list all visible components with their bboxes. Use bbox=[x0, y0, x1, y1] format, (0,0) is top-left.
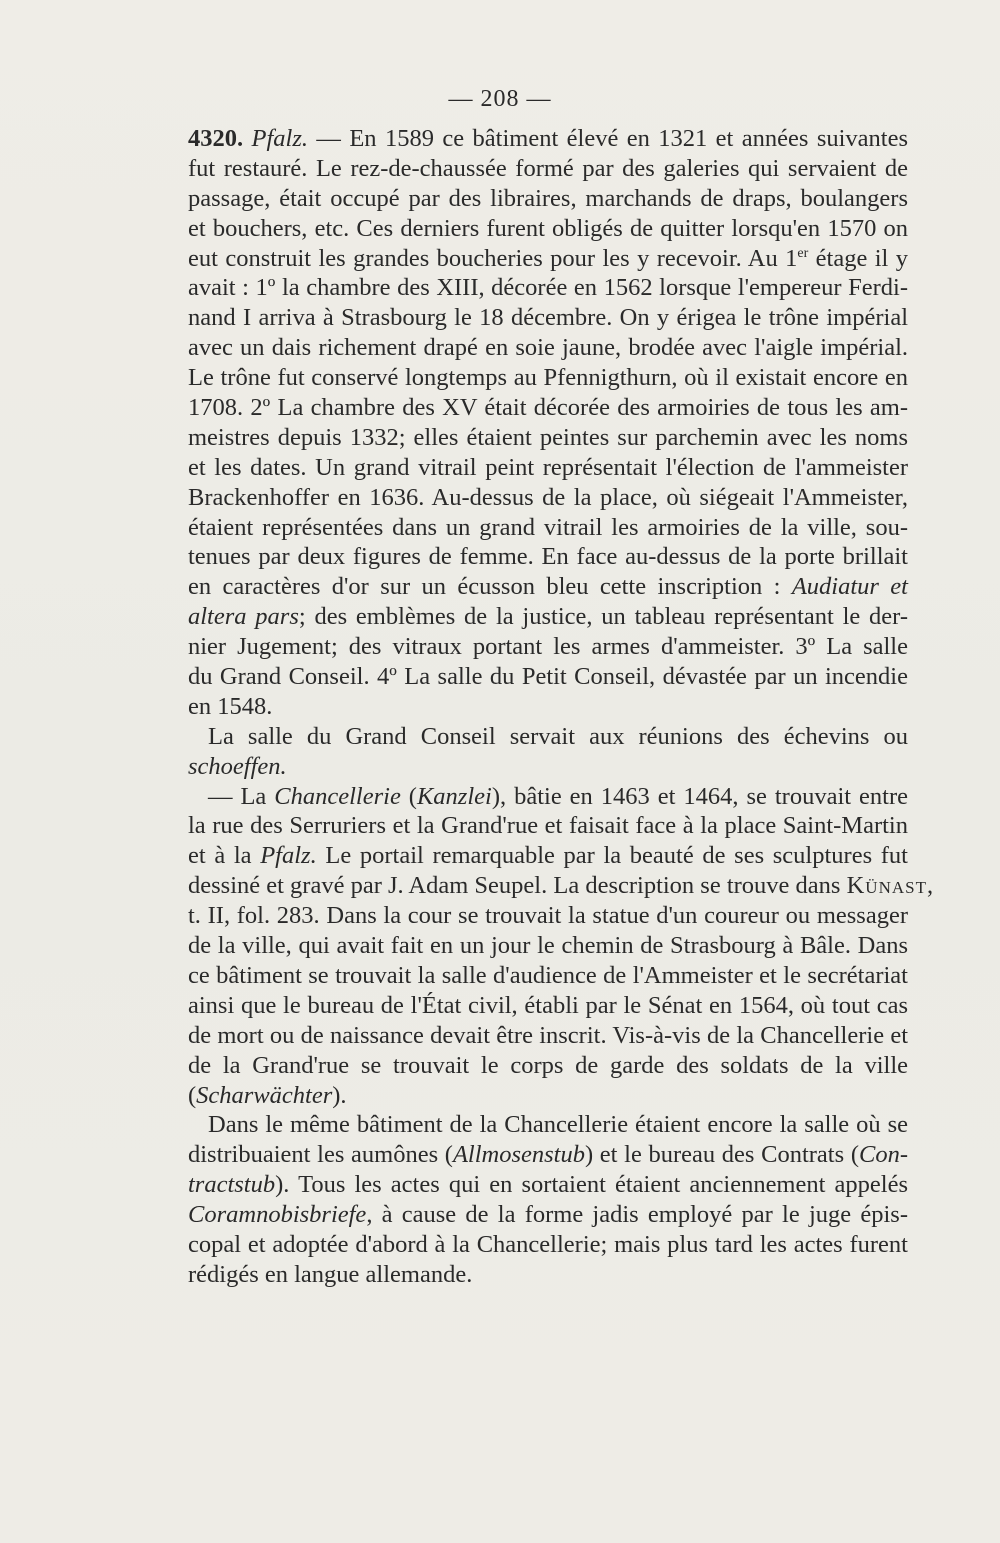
text-line: ainsi que le bureau de l'État civil, établi par le Sénat en 1564, où tout cas bbox=[188, 991, 908, 1019]
text-line: rédigés en langue allemande. bbox=[188, 1260, 473, 1288]
text-line: (Scharwächter). bbox=[188, 1081, 347, 1109]
text-line: nier Jugement; des vitraux portant les armes d'ammeister. 3º La salle bbox=[188, 633, 908, 661]
text-line: du Grand Conseil. 4º La salle du Petit Conseil, dévastée par un incendie bbox=[188, 663, 908, 691]
text-line: en caractères d'or sur un écusson bleu cette inscription : Audiatur et bbox=[188, 573, 908, 601]
body-text bbox=[188, 124, 934, 1290]
text-line: passage, était occupé par des libraires, marchands de draps, boulangers bbox=[188, 184, 908, 212]
text-line: tractstub). Tous les actes qui en sortaient étaient anciennement appelés bbox=[188, 1171, 908, 1199]
text-line: dessiné et gravé par J. Adam Seupel. La description se trouve dans Künast, bbox=[188, 872, 934, 900]
text-line: la rue des Serruriers et la Grand'rue et faisait face à la place Saint-Martin bbox=[188, 812, 908, 840]
text-line: de la Grand'rue se trouvait le corps de garde des soldats de la ville bbox=[188, 1051, 908, 1079]
text-line: t. II, fol. 283. Dans la cour se trouvait la statue d'un coureur ou messager bbox=[188, 902, 908, 930]
text-line: La salle du Grand Conseil servait aux réunions des échevins ou bbox=[208, 722, 908, 750]
text-line: fut restauré. Le rez-de-chaussée formé par des galeries qui servaient de bbox=[188, 154, 908, 182]
text-line: de la ville, qui avait fait en un jour le chemin de Strasbourg à Bâle. Dans bbox=[188, 932, 908, 960]
text-line: meistres depuis 1332; elles étaient peintes sur parchemin avec les noms bbox=[188, 423, 908, 451]
text-line: de mort ou de naissance devait être inscrit. Vis-à-vis de la Chancellerie et bbox=[188, 1021, 908, 1049]
text-line: tenues par deux figures de femme. En face au-dessus de la porte brillait bbox=[188, 543, 908, 571]
text-line: — La Chancellerie (Kanzlei), bâtie en 1463 et 1464, se trouvait entre bbox=[208, 782, 908, 810]
text-line: et bouchers, etc. Ces derniers furent obligés de quitter lorsqu'en 1570 on bbox=[188, 214, 908, 242]
text-line: altera pars; des emblèmes de la justice, un tableau représentant le der- bbox=[188, 603, 909, 631]
text-line: ce bâtiment se trouvait la salle d'audience de l'Ammeister et le secrétariat bbox=[188, 961, 908, 989]
text-line: en 1548. bbox=[188, 692, 273, 720]
text-line: Coramnobisbriefe, à cause de la forme jadis employé par le juge épis- bbox=[188, 1201, 908, 1229]
text-line: Dans le même bâtiment de la Chancellerie étaient encore la salle où se bbox=[208, 1111, 908, 1139]
text-line: schoeffen. bbox=[188, 752, 287, 780]
text-line: et les dates. Un grand vitrail peint représentait l'élection de l'ammeister bbox=[188, 453, 908, 481]
text-line: Le trône fut conservé longtemps au Pfennigthurn, où il existait encore en bbox=[188, 364, 908, 392]
text-line: distribuaient les aumônes (Allmosenstub) et le bureau des Contrats (Con- bbox=[188, 1141, 908, 1169]
text-line: et à la Pfalz. Le portail remarquable par la beauté de ses sculptures fut bbox=[188, 842, 908, 870]
text-line: étaient représentées dans un grand vitrail les armoiries de la ville, sou- bbox=[188, 513, 908, 541]
text-line: avait : 1º la chambre des XIII, décorée en 1562 lorsque l'empereur Ferdi- bbox=[188, 274, 908, 302]
text-line: Brackenhoffer en 1636. Au-dessus de la place, où siégeait l'Ammeister, bbox=[188, 483, 908, 511]
text-line: eut construit les grandes boucheries pour les y recevoir. Au 1er étage il y bbox=[188, 244, 909, 272]
text-line: avec un dais richement drapé en soie jaune, brodée avec l'aigle impérial. bbox=[188, 334, 908, 362]
text-line: nand I arriva à Strasbourg le 18 décembre. On y érigea le trône impérial bbox=[188, 304, 908, 332]
text-line: 4320. Pfalz. — En 1589 ce bâtiment élevé en 1321 et années suivantes bbox=[188, 125, 908, 152]
text-line: 1708. 2º La chambre des XV était décorée des armoiries de tous les am- bbox=[188, 394, 908, 422]
page-number: — 208 — bbox=[448, 86, 552, 112]
text-line: copal et adoptée d'abord à la Chancellerie; mais plus tard les actes furent bbox=[188, 1230, 908, 1258]
